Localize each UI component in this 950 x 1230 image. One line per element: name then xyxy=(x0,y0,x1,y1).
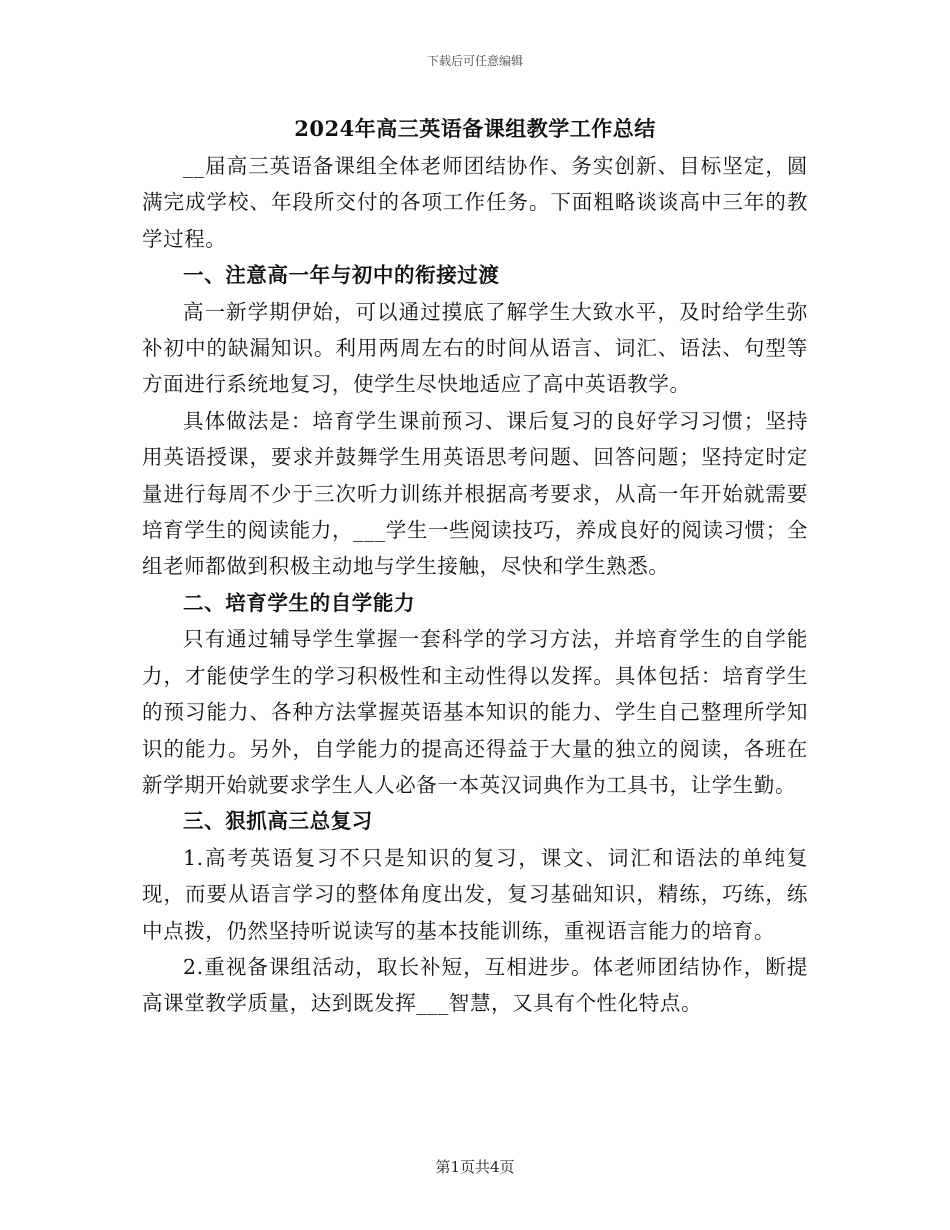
section-2-heading: 二、培育学生的自学能力 xyxy=(183,590,416,615)
section-1-paragraph-2: 具体做法是：培育学生课前预习、课后复习的良好学习习惯；坚持用英语授课，要求并鼓舞学生用英语思考问题、回答问题；坚持定时定量进行每周不少于三次听力训练并根据高考要求，从高一年开始就需要培育学生的阅读能力，___学生一些阅读技巧，养成良好的阅读习惯；全组老师都做到积极主动地与学生接触，尽快和学生熟悉。 xyxy=(142,408,808,579)
section-3-paragraph-2: 2.重视备课组活动，取长补短，互相进步。体老师团结协作，断提高课堂教学质量，达到既发挥___智慧，又具有个性化特点。 xyxy=(142,954,808,1016)
document-body xyxy=(142,112,808,1022)
section-1-paragraph-1: 高一新学期伊始，可以通过摸底了解学生大致水平，及时给学生弥补初中的缺漏知识。利用两周左右的时间从语言、词汇、语法、句型等方面进行系统地复习，使学生尽快地适应了高中英语教学。 xyxy=(142,299,808,397)
document-title: 2024年高三英语备课组教学工作总结 xyxy=(294,116,656,141)
section-2-paragraph-1: 只有通过辅导学生掌握一套科学的学习方法，并培育学生的自学能力，才能使学生的学习积极性和主动性得以发挥。具体包括：培育学生的预习能力、各种方法掌握英语基本知识的能力、学生自己整理所学知识的能力。另外，自学能力的提高还得益于大量的独立的阅读，各班在新学期开始就要求学生人人必备一本英汉词典作为工具书，让学生勤。 xyxy=(142,627,808,797)
section-3-heading: 三、狠抓高三总复习 xyxy=(183,809,373,834)
section-3-paragraph-1: 1.高考英语复习不只是知识的复习，课文、词汇和语法的单纯复现，而要从语言学习的整体角度出发，复习基础知识，精练，巧练，练中点拨，仍然坚持听说读写的基本技能训练，重视语言能力的培育。 xyxy=(142,845,808,943)
section-1-heading: 一、注意高一年与初中的衔接过渡 xyxy=(183,263,500,288)
header-note: 下载后可任意编辑 xyxy=(426,54,523,68)
page-number: 第1页共4页 xyxy=(435,1158,515,1176)
intro-paragraph: __届高三英语备课组全体老师团结协作、务实创新、目标坚定，圆满完成学校、年段所交付的各项工作任务。下面粗略谈谈高中三年的教学过程。 xyxy=(142,154,808,251)
